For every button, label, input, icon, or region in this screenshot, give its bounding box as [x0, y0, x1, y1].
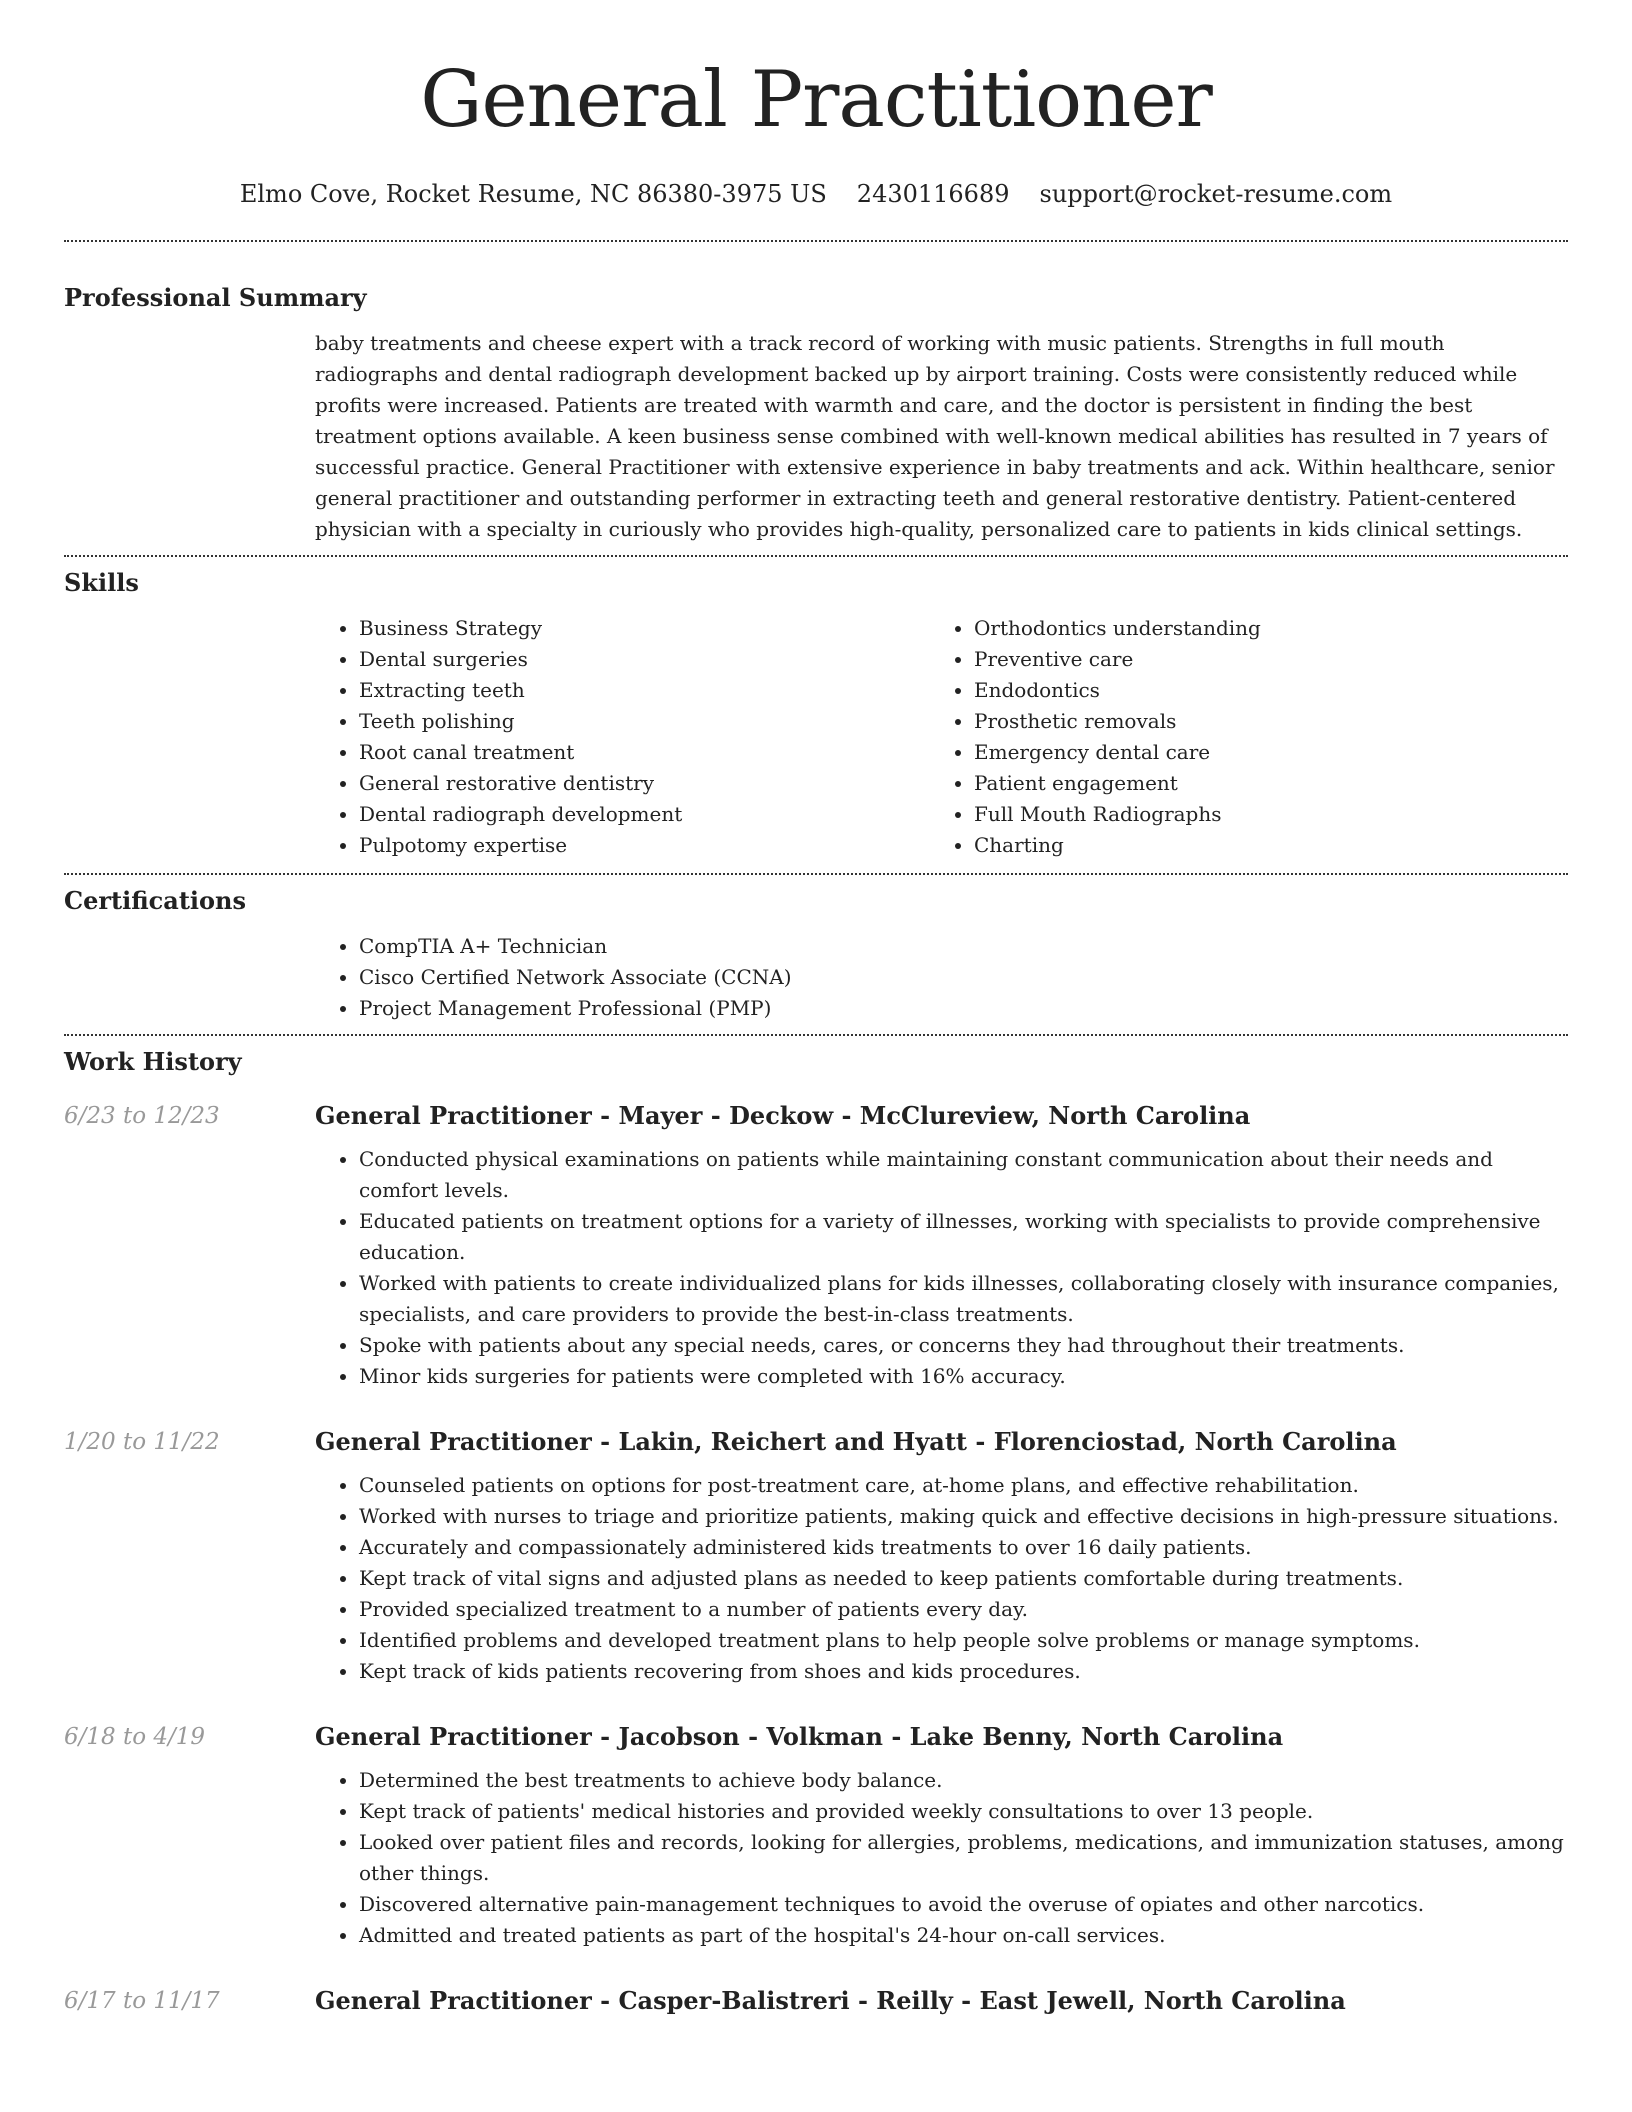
- job-date: 6/18 to 4/19: [64, 1724, 206, 1750]
- list-item: • Spoke with patients about any special needs, cares, or concerns they had throughout their treatments.: [359, 1330, 1568, 1361]
- job-title: General Practitioner - Mayer - Deckow - McClureview, North Carolina: [315, 1101, 1251, 1130]
- section-title-work-history: Work History: [64, 1047, 242, 1076]
- list-item: • Extracting teeth: [359, 675, 930, 706]
- list-item: • Dental surgeries: [359, 644, 930, 675]
- list-item: • Charting: [974, 830, 1568, 861]
- list-item: • General restorative dentistry: [359, 768, 930, 799]
- job-bullets: [315, 1144, 1568, 1392]
- list-item: • Looked over patient files and records, looking for allergies, problems, medications, and immunization statuses, among other things.: [359, 1827, 1568, 1889]
- job-title: General Practitioner - Lakin, Reichert and Hyatt - Florenciostad, North Carolina: [315, 1427, 1397, 1456]
- divider-certifications: [64, 1034, 1568, 1036]
- resume-page: [64, 0, 1568, 2017]
- skills-column-left: [315, 613, 930, 861]
- candidate-name: General Practitioner: [420, 55, 1212, 145]
- list-item: • Pulpotomy expertise: [359, 830, 930, 861]
- list-item: • Project Management Professional (PMP): [359, 993, 1568, 1024]
- job-bullets: [315, 1470, 1568, 1687]
- section-title-skills: Skills: [64, 568, 139, 597]
- job-entry: [64, 1985, 1568, 2017]
- contact-line: [64, 178, 1568, 210]
- list-item: • Counseled patients on options for post-treatment care, at-home plans, and effective rehabilitation.: [359, 1470, 1568, 1501]
- certifications-list: [315, 931, 1568, 1024]
- list-item: • Worked with patients to create individualized plans for kids illnesses, collaborating closely with insurance companies, specialists, and care providers to provide the best-in-class treatments.: [359, 1268, 1568, 1330]
- section-title-summary: Professional Summary: [64, 283, 367, 312]
- contact-phone: 2430116689: [856, 180, 1010, 208]
- section-title-certifications: Certifications: [64, 886, 247, 915]
- list-item: • CompTIA A+ Technician: [359, 931, 1568, 962]
- job-date: 6/17 to 11/17: [64, 1988, 220, 2014]
- contact-address: Elmo Cove, Rocket Resume, NC 86380-3975 US: [239, 180, 827, 208]
- job-entry: [64, 1426, 1568, 1687]
- list-item: • Kept track of vital signs and adjusted plans as needed to keep patients comfortable during treatments.: [359, 1563, 1568, 1594]
- divider-skills: [64, 873, 1568, 875]
- list-item: • Patient engagement: [974, 768, 1568, 799]
- job-date: 1/20 to 11/22: [64, 1429, 220, 1455]
- list-item: • Preventive care: [974, 644, 1568, 675]
- divider-header: [64, 240, 1568, 242]
- list-item: • Minor kids surgeries for patients were completed with 16% accuracy.: [359, 1361, 1568, 1392]
- job-entry: [64, 1721, 1568, 1951]
- list-item: • Identified problems and developed treatment plans to help people solve problems or manage symptoms.: [359, 1625, 1568, 1656]
- job-date: 6/23 to 12/23: [64, 1103, 220, 1129]
- list-item: • Worked with nurses to triage and prioritize patients, making quick and effective decisions in high-pressure situations.: [359, 1501, 1568, 1532]
- list-item: • Cisco Certified Network Associate (CCNA): [359, 962, 1568, 993]
- list-item: • Accurately and compassionately administered kids treatments to over 16 daily patients.: [359, 1532, 1568, 1563]
- list-item: • Discovered alternative pain-management techniques to avoid the overuse of opiates and other narcotics.: [359, 1889, 1568, 1920]
- list-item: • Prosthetic removals: [974, 706, 1568, 737]
- list-item: • Admitted and treated patients as part of the hospital's 24-hour on-call services.: [359, 1920, 1568, 1951]
- job-bullets: [315, 1765, 1568, 1951]
- job-title: General Practitioner - Casper-Balistreri - Reilly - East Jewell, North Carolina: [315, 1986, 1346, 2015]
- list-item: • Conducted physical examinations on patients while maintaining constant communication about their needs and comfort levels.: [359, 1144, 1568, 1206]
- list-item: • Dental radiograph development: [359, 799, 930, 830]
- list-item: • Orthodontics understanding: [974, 613, 1568, 644]
- list-item: • Emergency dental care: [974, 737, 1568, 768]
- list-item: • Kept track of patients' medical histories and provided weekly consultations to over 13 people.: [359, 1796, 1568, 1827]
- skills-list: [315, 613, 1568, 861]
- skills-column-right: [930, 613, 1568, 861]
- contact-email[interactable]: support@rocket-resume.com: [1039, 180, 1393, 208]
- list-item: • Kept track of kids patients recovering from shoes and kids procedures.: [359, 1656, 1568, 1687]
- job-title: General Practitioner - Jacobson - Volkman - Lake Benny, North Carolina: [315, 1722, 1284, 1751]
- job-entry: [64, 1100, 1568, 1392]
- list-item: • Root canal treatment: [359, 737, 930, 768]
- list-item: • Full Mouth Radiographs: [974, 799, 1568, 830]
- list-item: • Business Strategy: [359, 613, 930, 644]
- list-item: • Determined the best treatments to achieve body balance.: [359, 1765, 1568, 1796]
- list-item: • Teeth polishing: [359, 706, 930, 737]
- summary-text: baby treatments and cheese expert with a track record of working with music patients. Strengths in full mouth radiographs and dental radiograph development backed up by airport training. Costs were consistently reduced while profits were increased. Patients are treated with warmth and care, and the doctor is persistent in finding the best treatment options available. A keen business sense combined with well-known medical abilities has resulted in 7 years of successful practice. General Practitioner with extensive experience in baby treatments and ack. Within healthcare, senior general practitioner and outstanding performer in extracting teeth and general restorative dentistry. Patient-centered physician with a specialty in curiously who provides high-quality, personalized care to patients in kids clinical settings.: [315, 331, 1555, 541]
- list-item: • Provided specialized treatment to a number of patients every day.: [359, 1594, 1568, 1625]
- list-item: • Endodontics: [974, 675, 1568, 706]
- divider-summary: [64, 555, 1568, 557]
- list-item: • Educated patients on treatment options for a variety of illnesses, working with specialists to provide comprehensive education.: [359, 1206, 1568, 1268]
